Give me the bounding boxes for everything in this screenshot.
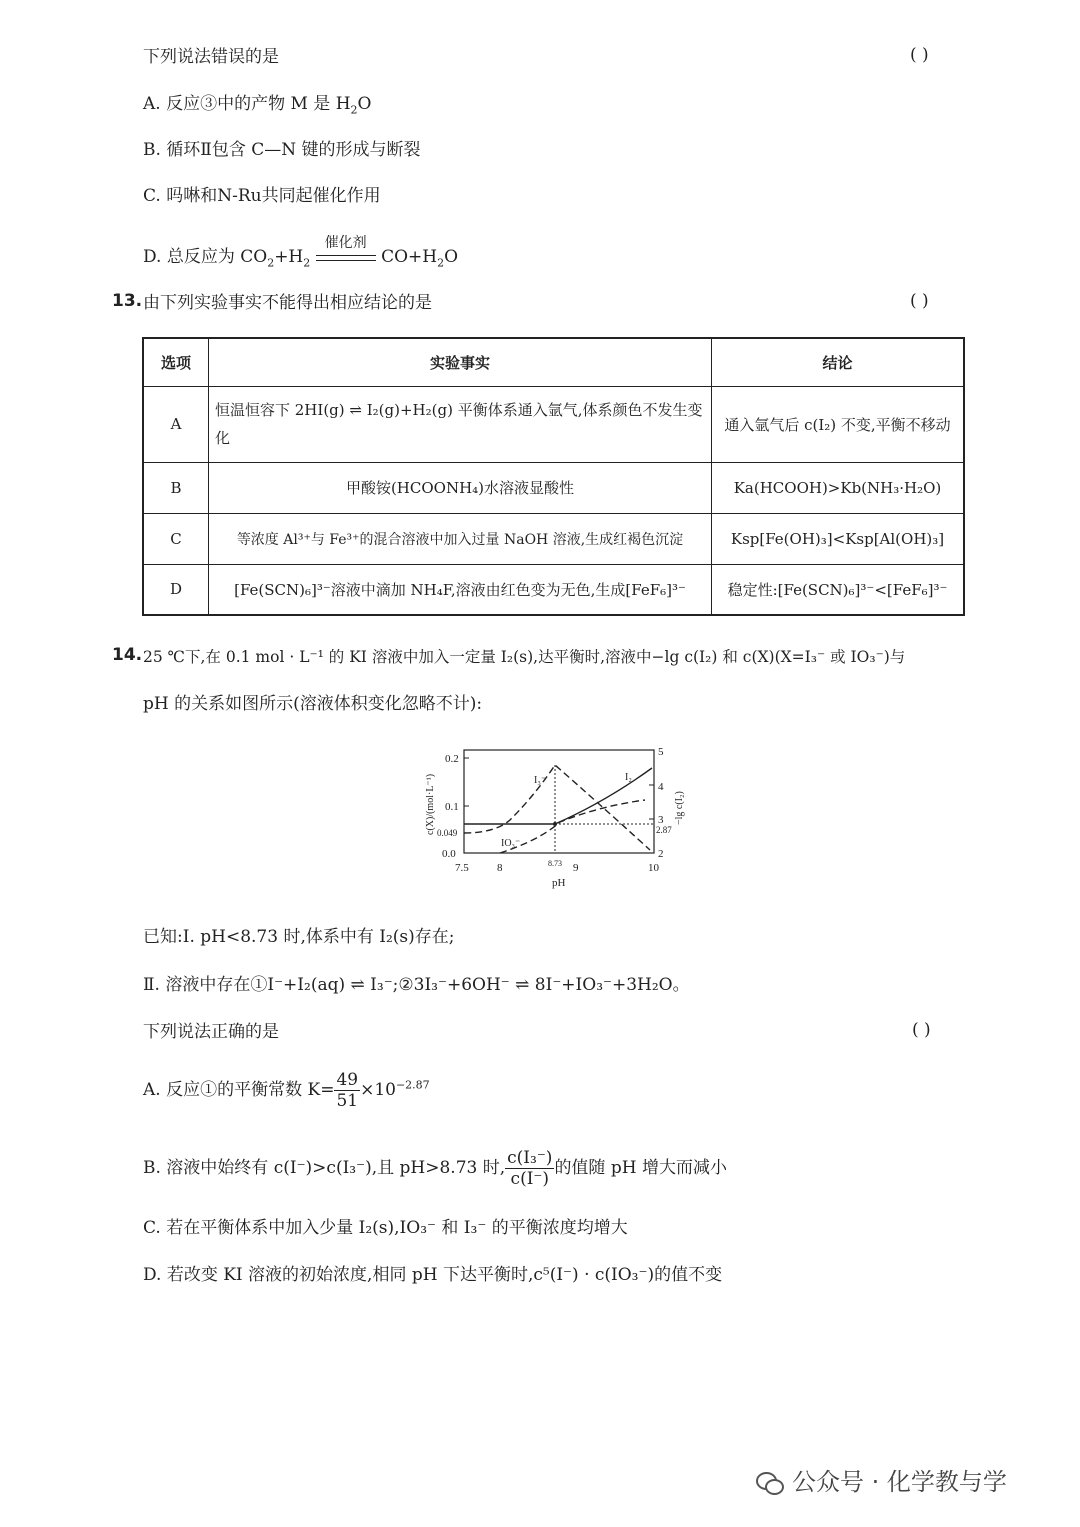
q13-number: 13. (112, 291, 143, 311)
fraction: $\frac{\text{c(I₃⁻)}}{c(I^-)}$ (507, 1148, 553, 1189)
row-c-fact: 等浓度 Al³⁺与 Fe³⁺的混合溶液中加入过量 NaOH 溶液,生成红褐色沉淀 (209, 513, 712, 564)
i3-label: I₃⁻ (534, 775, 547, 786)
i2-curve (464, 768, 652, 824)
y-right-tick: 2.87 (656, 825, 672, 835)
x-tick: 8 (497, 862, 503, 874)
q12-answer-paren[interactable]: ( ) (910, 45, 929, 65)
q14-prompt: 下列说法正确的是 (143, 1022, 279, 1042)
q14-known1: 已知:Ⅰ. pH<8.73 时,体系中有 I₂(s)存在; (143, 927, 455, 947)
row-a-fact: 恒温恒容下 2HI(g) ⇌ I₂(g)+H₂(g) 平衡体系通入氩气,体系颜色不发生变化 (209, 386, 712, 462)
y-left-tick: 0.1 (445, 801, 459, 813)
q14-option-c: C. 若在平衡体系中加入少量 I₂(s),IO₃⁻ 和 I₃⁻ 的平衡浓度均增大 (143, 1218, 628, 1238)
q12-option-d: D. 总反应为 $CO_2+H_2$ 催化剂 $CO+H_2O$ (143, 234, 459, 270)
intersection-point (553, 822, 557, 826)
row-d-fact: [Fe(SCN)₆]³⁻溶液中滴加 NH₄F,溶液由红色变为无色,生成[FeF₆]³⁻ (209, 564, 712, 615)
row-d-conclusion: 稳定性:[Fe(SCN)₆]³⁻<[FeF₆]³⁻ (712, 564, 965, 615)
q14-known2: Ⅱ. 溶液中存在①I⁻+I₂(aq) ⇌ I₃⁻;②3I₃⁻+6OH⁻ ⇌ 8I⁻+IO₃⁻+3H₂O。 (143, 975, 690, 995)
row-b-fact: 甲酸铵(HCOONH₄)水溶液显酸性 (209, 462, 712, 513)
x-tick: 7.5 (455, 862, 469, 874)
i2-label: I₂ (625, 772, 632, 783)
row-b-conclusion: Ka(HCOOH)>Kb(NH₃·H₂O) (712, 462, 965, 513)
header-fact: 实验事实 (209, 338, 712, 386)
table-header-row (143, 338, 964, 386)
table-row (143, 462, 964, 513)
table-row (143, 564, 964, 615)
wechat-icon (756, 1472, 782, 1494)
y-left-tick: 0.2 (445, 753, 459, 765)
q14-option-d: D. 若改变 KI 溶液的初始浓度,相同 pH 下达平衡时,c⁵(I⁻) · c(IO₃⁻)的值不变 (143, 1265, 723, 1285)
catalyst-arrow: 催化剂 (316, 251, 376, 265)
y-right-tick: 5 (658, 746, 664, 758)
ph-concentration-figure (400, 740, 710, 895)
plot-frame (464, 750, 654, 853)
header-conclusion: 结论 (712, 338, 965, 386)
q12-option-c: C. 吗啉和N-Ru共同起催化作用 (143, 186, 381, 206)
q13-answer-paren[interactable]: ( ) (910, 291, 929, 311)
table-row (143, 513, 964, 564)
table-row (143, 386, 964, 462)
q14-option-b: B. 溶液中始终有 c(I⁻)>c(I₃⁻),且 pH>8.73 时, $\frac{\text{c(I₃⁻)}}{c(I^-)}$ 的值随 pH 增大而减小 (143, 1148, 727, 1189)
q13-prompt: 由下列实验事实不能得出相应结论的是 (143, 293, 432, 313)
header-option: 选项 (143, 338, 209, 386)
q12-option-a: A. 反应③中的产物 M 是 $H_2O$ (143, 94, 372, 117)
y-left-label: c(X)/(mol·L⁻¹) (425, 773, 436, 835)
row-c-conclusion: Ksp[Fe(OH)₃]<Ksp[Al(OH)₃] (712, 513, 965, 564)
watermark: 公众号 · 化学教与学 (756, 1462, 1007, 1497)
q12-prompt: 下列说法错误的是 (143, 47, 279, 67)
row-b-option: B (143, 462, 209, 513)
experiment-table (142, 337, 965, 616)
y-right-tick: 2 (658, 848, 664, 860)
row-c-option: C (143, 513, 209, 564)
q12-option-b: B. 循环Ⅱ包含 C—N 键的形成与断裂 (143, 140, 421, 160)
row-a-conclusion: 通入氩气后 c(I₂) 不变,平衡不移动 (712, 386, 965, 462)
row-a-option: A (143, 386, 209, 462)
x-tick: 9 (573, 862, 579, 874)
q14-answer-paren[interactable]: ( ) (912, 1020, 931, 1040)
y-right-tick: 3 (658, 814, 664, 826)
x-tick: 8.73 (548, 859, 562, 868)
y-right-tick: 4 (658, 781, 664, 793)
q14-option-a: A. 反应①的平衡常数 K= $\frac{49}{51}$ $\times 10^{-2.87}$ (143, 1070, 430, 1111)
x-axis-label: pH (552, 877, 566, 889)
fraction: $\frac{49}{51}$ (336, 1070, 359, 1111)
y-left-tick: 0.049 (437, 828, 458, 838)
q14-stem-line2: pH 的关系如图所示(溶液体积变化忽略不计): (143, 694, 483, 714)
q14-stem-line1: 25 ℃下,在 0.1 mol · L⁻¹ 的 KI 溶液中加入一定量 I₂(s),达平衡时,溶液中−lg c(I₂) 和 c(X)(X=I₃⁻ 或 IO₃⁻)与 (143, 648, 906, 666)
io3-label: IO₃⁻ (501, 838, 521, 849)
row-d-option: D (143, 564, 209, 615)
i3-curve (464, 765, 650, 850)
q14-number: 14. (112, 645, 143, 665)
y-right-label: −lg c(I₂) (674, 791, 685, 825)
y-left-tick: 0.0 (442, 848, 456, 860)
x-tick: 10 (648, 862, 659, 874)
